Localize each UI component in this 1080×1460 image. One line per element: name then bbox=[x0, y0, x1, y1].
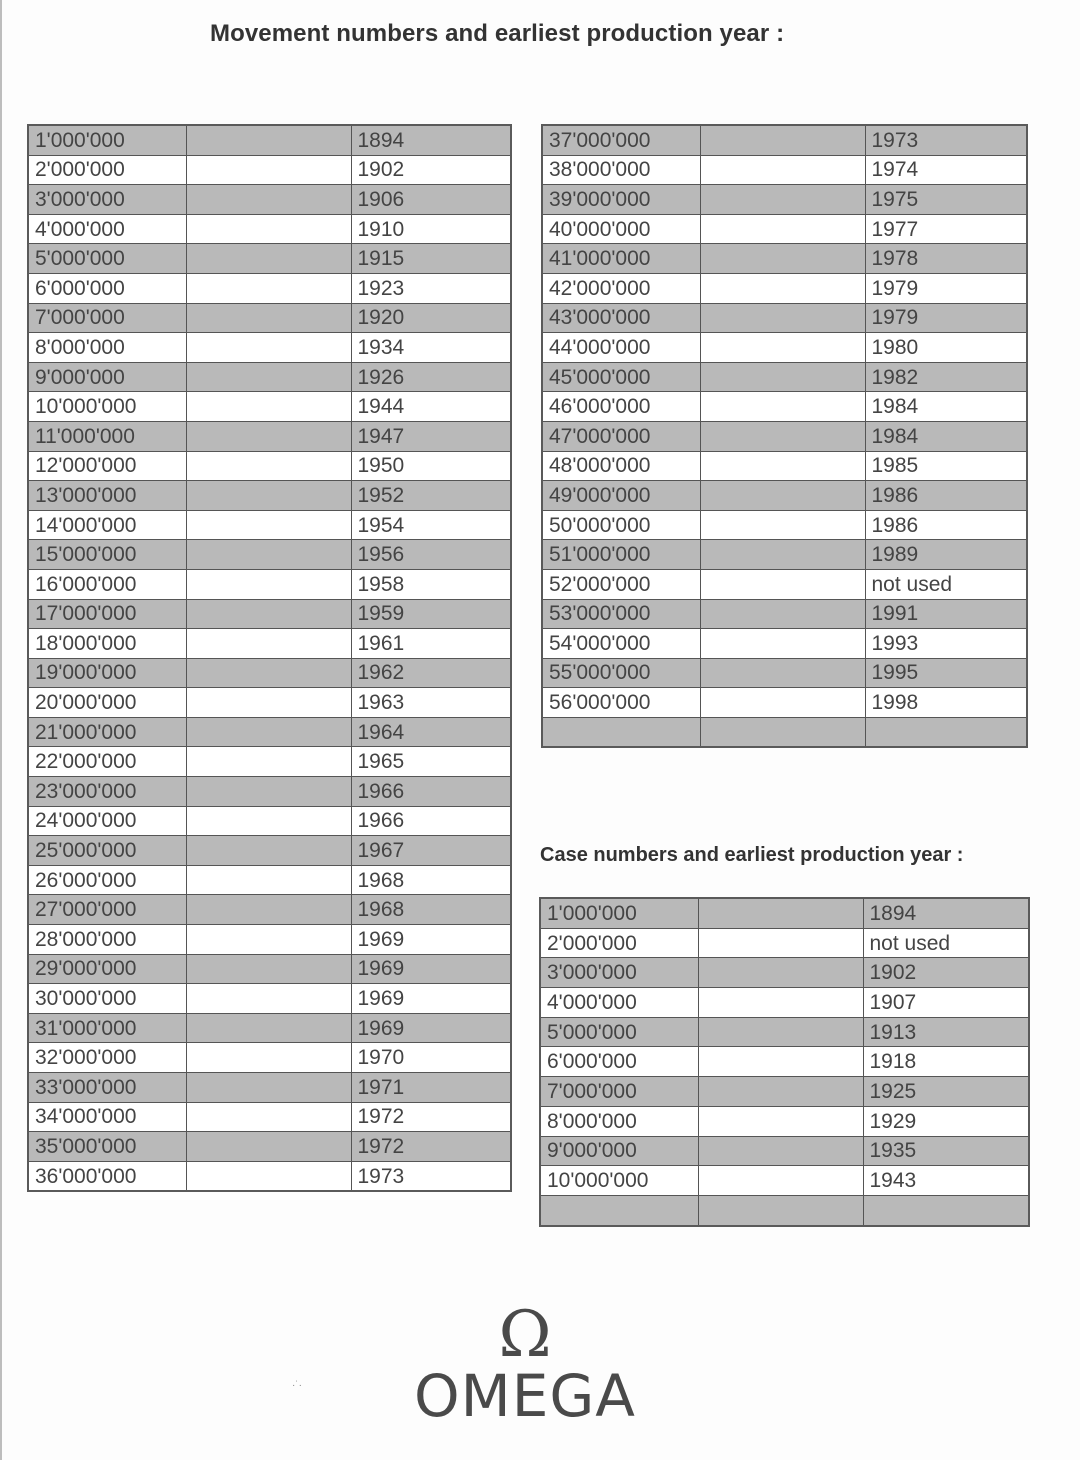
number-cell: 13'000'000 bbox=[28, 481, 186, 511]
blank-cell bbox=[186, 1073, 351, 1103]
table-row bbox=[542, 629, 1027, 659]
year-cell: 1959 bbox=[351, 599, 511, 629]
number-cell: 12'000'000 bbox=[28, 451, 186, 481]
year-cell: 1920 bbox=[351, 303, 511, 333]
table-row bbox=[28, 984, 511, 1014]
blank-cell bbox=[186, 481, 351, 511]
year-cell bbox=[865, 717, 1027, 747]
table-row bbox=[28, 925, 511, 955]
number-cell: 47'000'000 bbox=[542, 421, 700, 451]
year-cell: 1947 bbox=[351, 421, 511, 451]
table-row bbox=[542, 244, 1027, 274]
year-cell: 1984 bbox=[865, 392, 1027, 422]
number-cell: 46'000'000 bbox=[542, 392, 700, 422]
number-cell: 7'000'000 bbox=[28, 303, 186, 333]
blank-cell bbox=[186, 658, 351, 688]
blank-cell bbox=[700, 658, 865, 688]
table-row bbox=[28, 954, 511, 984]
blank-cell bbox=[700, 273, 865, 303]
year-cell: 1969 bbox=[351, 925, 511, 955]
number-cell bbox=[542, 717, 700, 747]
number-cell: 22'000'000 bbox=[28, 747, 186, 777]
blank-cell bbox=[698, 1166, 863, 1196]
year-cell: 1918 bbox=[863, 1047, 1029, 1077]
number-cell: 23'000'000 bbox=[28, 777, 186, 807]
number-cell: 20'000'000 bbox=[28, 688, 186, 718]
year-cell: 1975 bbox=[865, 185, 1027, 215]
blank-cell bbox=[700, 540, 865, 570]
blank-cell bbox=[186, 303, 351, 333]
year-cell: 1973 bbox=[351, 1161, 511, 1191]
table-row bbox=[540, 1195, 1029, 1225]
table-row bbox=[28, 273, 511, 303]
number-cell: 49'000'000 bbox=[542, 481, 700, 511]
table-row bbox=[540, 1106, 1029, 1136]
number-cell: 1'000'000 bbox=[28, 125, 186, 155]
blank-cell bbox=[186, 895, 351, 925]
number-cell: 4'000'000 bbox=[28, 214, 186, 244]
number-cell: 40'000'000 bbox=[542, 214, 700, 244]
year-cell: 1969 bbox=[351, 954, 511, 984]
blank-cell bbox=[186, 629, 351, 659]
table-row bbox=[542, 333, 1027, 363]
table-row bbox=[28, 421, 511, 451]
table-row bbox=[540, 958, 1029, 988]
table-row bbox=[28, 1102, 511, 1132]
blank-cell bbox=[186, 421, 351, 451]
movement-numbers-heading: Movement numbers and earliest production year : bbox=[210, 20, 785, 47]
number-cell: 29'000'000 bbox=[28, 954, 186, 984]
table-row bbox=[28, 688, 511, 718]
year-cell: 1925 bbox=[863, 1077, 1029, 1107]
blank-cell bbox=[700, 451, 865, 481]
number-cell: 17'000'000 bbox=[28, 599, 186, 629]
blank-cell bbox=[700, 510, 865, 540]
blank-cell bbox=[186, 1013, 351, 1043]
number-cell: 36'000'000 bbox=[28, 1161, 186, 1191]
year-cell: 1969 bbox=[351, 984, 511, 1014]
number-cell: 32'000'000 bbox=[28, 1043, 186, 1073]
number-cell: 52'000'000 bbox=[542, 569, 700, 599]
blank-cell bbox=[700, 303, 865, 333]
number-cell: 2'000'000 bbox=[28, 155, 186, 185]
number-cell: 43'000'000 bbox=[542, 303, 700, 333]
case-numbers-heading: Case numbers and earliest production year : bbox=[540, 844, 964, 866]
year-cell: 1995 bbox=[865, 658, 1027, 688]
table-row bbox=[28, 451, 511, 481]
number-cell: 7'000'000 bbox=[540, 1077, 698, 1107]
number-cell: 34'000'000 bbox=[28, 1102, 186, 1132]
table-row bbox=[542, 569, 1027, 599]
blank-cell bbox=[700, 125, 865, 155]
number-cell: 38'000'000 bbox=[542, 155, 700, 185]
table-row bbox=[28, 717, 511, 747]
year-cell: 1977 bbox=[865, 214, 1027, 244]
year-cell: 1978 bbox=[865, 244, 1027, 274]
number-cell: 28'000'000 bbox=[28, 925, 186, 955]
blank-cell bbox=[186, 362, 351, 392]
table-row bbox=[28, 1013, 511, 1043]
table-row bbox=[542, 125, 1027, 155]
number-cell: 3'000'000 bbox=[540, 958, 698, 988]
number-cell bbox=[540, 1195, 698, 1225]
table-row bbox=[28, 510, 511, 540]
table-row bbox=[28, 569, 511, 599]
case-table bbox=[539, 897, 1030, 1227]
table-row bbox=[542, 540, 1027, 570]
number-cell: 41'000'000 bbox=[542, 244, 700, 274]
year-cell: 1963 bbox=[351, 688, 511, 718]
number-cell: 30'000'000 bbox=[28, 984, 186, 1014]
year-cell: 1923 bbox=[351, 273, 511, 303]
table-row bbox=[28, 303, 511, 333]
year-cell: 1964 bbox=[351, 717, 511, 747]
year-cell: 1972 bbox=[351, 1132, 511, 1162]
blank-cell bbox=[698, 1195, 863, 1225]
blank-cell bbox=[186, 984, 351, 1014]
blank-cell bbox=[700, 244, 865, 274]
year-cell: 1962 bbox=[351, 658, 511, 688]
number-cell: 56'000'000 bbox=[542, 688, 700, 718]
table-row bbox=[540, 988, 1029, 1018]
blank-cell bbox=[700, 421, 865, 451]
number-cell: 15'000'000 bbox=[28, 540, 186, 570]
year-cell: 1973 bbox=[865, 125, 1027, 155]
table-row bbox=[540, 928, 1029, 958]
year-cell: 1961 bbox=[351, 629, 511, 659]
year-cell: 1970 bbox=[351, 1043, 511, 1073]
blank-cell bbox=[186, 185, 351, 215]
number-cell: 21'000'000 bbox=[28, 717, 186, 747]
blank-cell bbox=[186, 836, 351, 866]
table-row bbox=[28, 392, 511, 422]
number-cell: 24'000'000 bbox=[28, 806, 186, 836]
blank-cell bbox=[186, 1161, 351, 1191]
table-row bbox=[28, 333, 511, 363]
number-cell: 26'000'000 bbox=[28, 865, 186, 895]
blank-cell bbox=[700, 629, 865, 659]
table-row bbox=[540, 1136, 1029, 1166]
number-cell: 16'000'000 bbox=[28, 569, 186, 599]
blank-cell bbox=[186, 569, 351, 599]
year-cell: 1998 bbox=[865, 688, 1027, 718]
table-row bbox=[542, 481, 1027, 511]
blank-cell bbox=[698, 1017, 863, 1047]
number-cell: 6'000'000 bbox=[28, 273, 186, 303]
blank-cell bbox=[186, 1102, 351, 1132]
year-cell: 1985 bbox=[865, 451, 1027, 481]
blank-cell bbox=[186, 392, 351, 422]
table-row bbox=[28, 362, 511, 392]
omega-logo-icon: Ω bbox=[498, 1298, 552, 1372]
year-cell bbox=[863, 1195, 1029, 1225]
year-cell: 1972 bbox=[351, 1102, 511, 1132]
year-cell: 1968 bbox=[351, 895, 511, 925]
year-cell: 1929 bbox=[863, 1106, 1029, 1136]
table-row bbox=[542, 510, 1027, 540]
year-cell: 1915 bbox=[351, 244, 511, 274]
year-cell: not used bbox=[865, 569, 1027, 599]
number-cell: 14'000'000 bbox=[28, 510, 186, 540]
blank-cell bbox=[186, 125, 351, 155]
blank-cell bbox=[186, 244, 351, 274]
year-cell: 1902 bbox=[863, 958, 1029, 988]
table-row bbox=[28, 836, 511, 866]
year-cell: 1966 bbox=[351, 777, 511, 807]
number-cell: 51'000'000 bbox=[542, 540, 700, 570]
table-row bbox=[28, 865, 511, 895]
number-cell: 8'000'000 bbox=[540, 1106, 698, 1136]
year-cell: 1967 bbox=[351, 836, 511, 866]
table-row bbox=[28, 1043, 511, 1073]
blank-cell bbox=[186, 717, 351, 747]
table-row bbox=[542, 451, 1027, 481]
table-row bbox=[542, 421, 1027, 451]
number-cell: 44'000'000 bbox=[542, 333, 700, 363]
number-cell: 37'000'000 bbox=[542, 125, 700, 155]
table-row bbox=[28, 629, 511, 659]
year-cell: 1910 bbox=[351, 214, 511, 244]
number-cell: 8'000'000 bbox=[28, 333, 186, 363]
number-cell: 4'000'000 bbox=[540, 988, 698, 1018]
omega-logo bbox=[400, 1298, 650, 1430]
table-row bbox=[542, 155, 1027, 185]
number-cell: 11'000'000 bbox=[28, 421, 186, 451]
table-row bbox=[540, 1077, 1029, 1107]
movement-table-right bbox=[541, 124, 1028, 748]
table-row bbox=[542, 273, 1027, 303]
blank-cell bbox=[186, 451, 351, 481]
table-row bbox=[28, 481, 511, 511]
year-cell: 1954 bbox=[351, 510, 511, 540]
blank-cell bbox=[186, 1043, 351, 1073]
table-row bbox=[28, 125, 511, 155]
blank-cell bbox=[698, 1047, 863, 1077]
blank-cell bbox=[698, 988, 863, 1018]
blank-cell bbox=[700, 155, 865, 185]
number-cell: 45'000'000 bbox=[542, 362, 700, 392]
number-cell: 5'000'000 bbox=[540, 1017, 698, 1047]
number-cell: 10'000'000 bbox=[28, 392, 186, 422]
table-row bbox=[542, 688, 1027, 718]
blank-cell bbox=[186, 155, 351, 185]
year-cell: 1980 bbox=[865, 333, 1027, 363]
number-cell: 25'000'000 bbox=[28, 836, 186, 866]
year-cell: 1986 bbox=[865, 510, 1027, 540]
year-cell: 1944 bbox=[351, 392, 511, 422]
number-cell: 10'000'000 bbox=[540, 1166, 698, 1196]
number-cell: 9'000'000 bbox=[28, 362, 186, 392]
number-cell: 18'000'000 bbox=[28, 629, 186, 659]
year-cell: 1979 bbox=[865, 273, 1027, 303]
number-cell: 42'000'000 bbox=[542, 273, 700, 303]
table-row bbox=[28, 244, 511, 274]
blank-cell bbox=[186, 806, 351, 836]
number-cell: 55'000'000 bbox=[542, 658, 700, 688]
year-cell: 1906 bbox=[351, 185, 511, 215]
blank-cell bbox=[698, 928, 863, 958]
year-cell: 1979 bbox=[865, 303, 1027, 333]
blank-cell bbox=[700, 333, 865, 363]
table-row bbox=[28, 658, 511, 688]
year-cell: 1968 bbox=[351, 865, 511, 895]
blank-cell bbox=[186, 954, 351, 984]
year-cell: 1974 bbox=[865, 155, 1027, 185]
table-row bbox=[540, 1047, 1029, 1077]
year-cell: 1958 bbox=[351, 569, 511, 599]
table-row bbox=[28, 599, 511, 629]
blank-cell bbox=[186, 1132, 351, 1162]
blank-cell bbox=[186, 273, 351, 303]
number-cell: 3'000'000 bbox=[28, 185, 186, 215]
blank-cell bbox=[700, 481, 865, 511]
table-row bbox=[28, 185, 511, 215]
year-cell: 1982 bbox=[865, 362, 1027, 392]
blank-cell bbox=[700, 185, 865, 215]
blank-cell bbox=[698, 1136, 863, 1166]
year-cell: 1926 bbox=[351, 362, 511, 392]
table-row bbox=[28, 806, 511, 836]
year-cell: 1950 bbox=[351, 451, 511, 481]
number-cell: 53'000'000 bbox=[542, 599, 700, 629]
table-row bbox=[540, 1166, 1029, 1196]
table-row bbox=[542, 392, 1027, 422]
number-cell: 35'000'000 bbox=[28, 1132, 186, 1162]
blank-cell bbox=[700, 392, 865, 422]
number-cell: 48'000'000 bbox=[542, 451, 700, 481]
scan-specks: ·˙· bbox=[292, 1380, 302, 1391]
table-row bbox=[542, 185, 1027, 215]
blank-cell bbox=[186, 777, 351, 807]
blank-cell bbox=[700, 688, 865, 718]
table-row bbox=[542, 362, 1027, 392]
year-cell: 1989 bbox=[865, 540, 1027, 570]
blank-cell bbox=[698, 898, 863, 928]
blank-cell bbox=[700, 599, 865, 629]
blank-cell bbox=[186, 688, 351, 718]
table-row bbox=[542, 717, 1027, 747]
blank-cell bbox=[698, 1077, 863, 1107]
table-row bbox=[28, 155, 511, 185]
year-cell: 1991 bbox=[865, 599, 1027, 629]
table-row bbox=[28, 1161, 511, 1191]
number-cell: 27'000'000 bbox=[28, 895, 186, 925]
number-cell: 9'000'000 bbox=[540, 1136, 698, 1166]
year-cell: 1902 bbox=[351, 155, 511, 185]
year-cell: 1894 bbox=[863, 898, 1029, 928]
year-cell: not used bbox=[863, 928, 1029, 958]
blank-cell bbox=[186, 599, 351, 629]
year-cell: 1943 bbox=[863, 1166, 1029, 1196]
number-cell: 1'000'000 bbox=[540, 898, 698, 928]
number-cell: 31'000'000 bbox=[28, 1013, 186, 1043]
year-cell: 1966 bbox=[351, 806, 511, 836]
table-row bbox=[28, 747, 511, 777]
table-row bbox=[28, 1073, 511, 1103]
number-cell: 39'000'000 bbox=[542, 185, 700, 215]
number-cell: 54'000'000 bbox=[542, 629, 700, 659]
number-cell: 19'000'000 bbox=[28, 658, 186, 688]
year-cell: 1969 bbox=[351, 1013, 511, 1043]
table-row bbox=[542, 303, 1027, 333]
table-row bbox=[28, 1132, 511, 1162]
table-row bbox=[540, 1017, 1029, 1047]
year-cell: 1984 bbox=[865, 421, 1027, 451]
table-row bbox=[542, 214, 1027, 244]
number-cell: 6'000'000 bbox=[540, 1047, 698, 1077]
year-cell: 1971 bbox=[351, 1073, 511, 1103]
year-cell: 1934 bbox=[351, 333, 511, 363]
table-row bbox=[542, 658, 1027, 688]
number-cell: 33'000'000 bbox=[28, 1073, 186, 1103]
year-cell: 1993 bbox=[865, 629, 1027, 659]
movement-table-left bbox=[27, 124, 512, 1192]
blank-cell bbox=[186, 540, 351, 570]
number-cell: 5'000'000 bbox=[28, 244, 186, 274]
blank-cell bbox=[186, 865, 351, 895]
brand-name: OMEGA bbox=[414, 1362, 636, 1430]
blank-cell bbox=[186, 510, 351, 540]
blank-cell bbox=[700, 717, 865, 747]
number-cell: 2'000'000 bbox=[540, 928, 698, 958]
table-row bbox=[28, 214, 511, 244]
blank-cell bbox=[700, 569, 865, 599]
year-cell: 1913 bbox=[863, 1017, 1029, 1047]
page-edge bbox=[0, 0, 2, 1460]
blank-cell bbox=[186, 747, 351, 777]
year-cell: 1894 bbox=[351, 125, 511, 155]
year-cell: 1935 bbox=[863, 1136, 1029, 1166]
year-cell: 1907 bbox=[863, 988, 1029, 1018]
year-cell: 1952 bbox=[351, 481, 511, 511]
table-row bbox=[28, 895, 511, 925]
blank-cell bbox=[698, 958, 863, 988]
blank-cell bbox=[700, 362, 865, 392]
blank-cell bbox=[698, 1106, 863, 1136]
year-cell: 1965 bbox=[351, 747, 511, 777]
number-cell: 50'000'000 bbox=[542, 510, 700, 540]
year-cell: 1956 bbox=[351, 540, 511, 570]
year-cell: 1986 bbox=[865, 481, 1027, 511]
blank-cell bbox=[186, 925, 351, 955]
blank-cell bbox=[186, 333, 351, 363]
table-row bbox=[28, 777, 511, 807]
table-row bbox=[28, 540, 511, 570]
table-row bbox=[540, 898, 1029, 928]
blank-cell bbox=[186, 214, 351, 244]
blank-cell bbox=[700, 214, 865, 244]
table-row bbox=[542, 599, 1027, 629]
